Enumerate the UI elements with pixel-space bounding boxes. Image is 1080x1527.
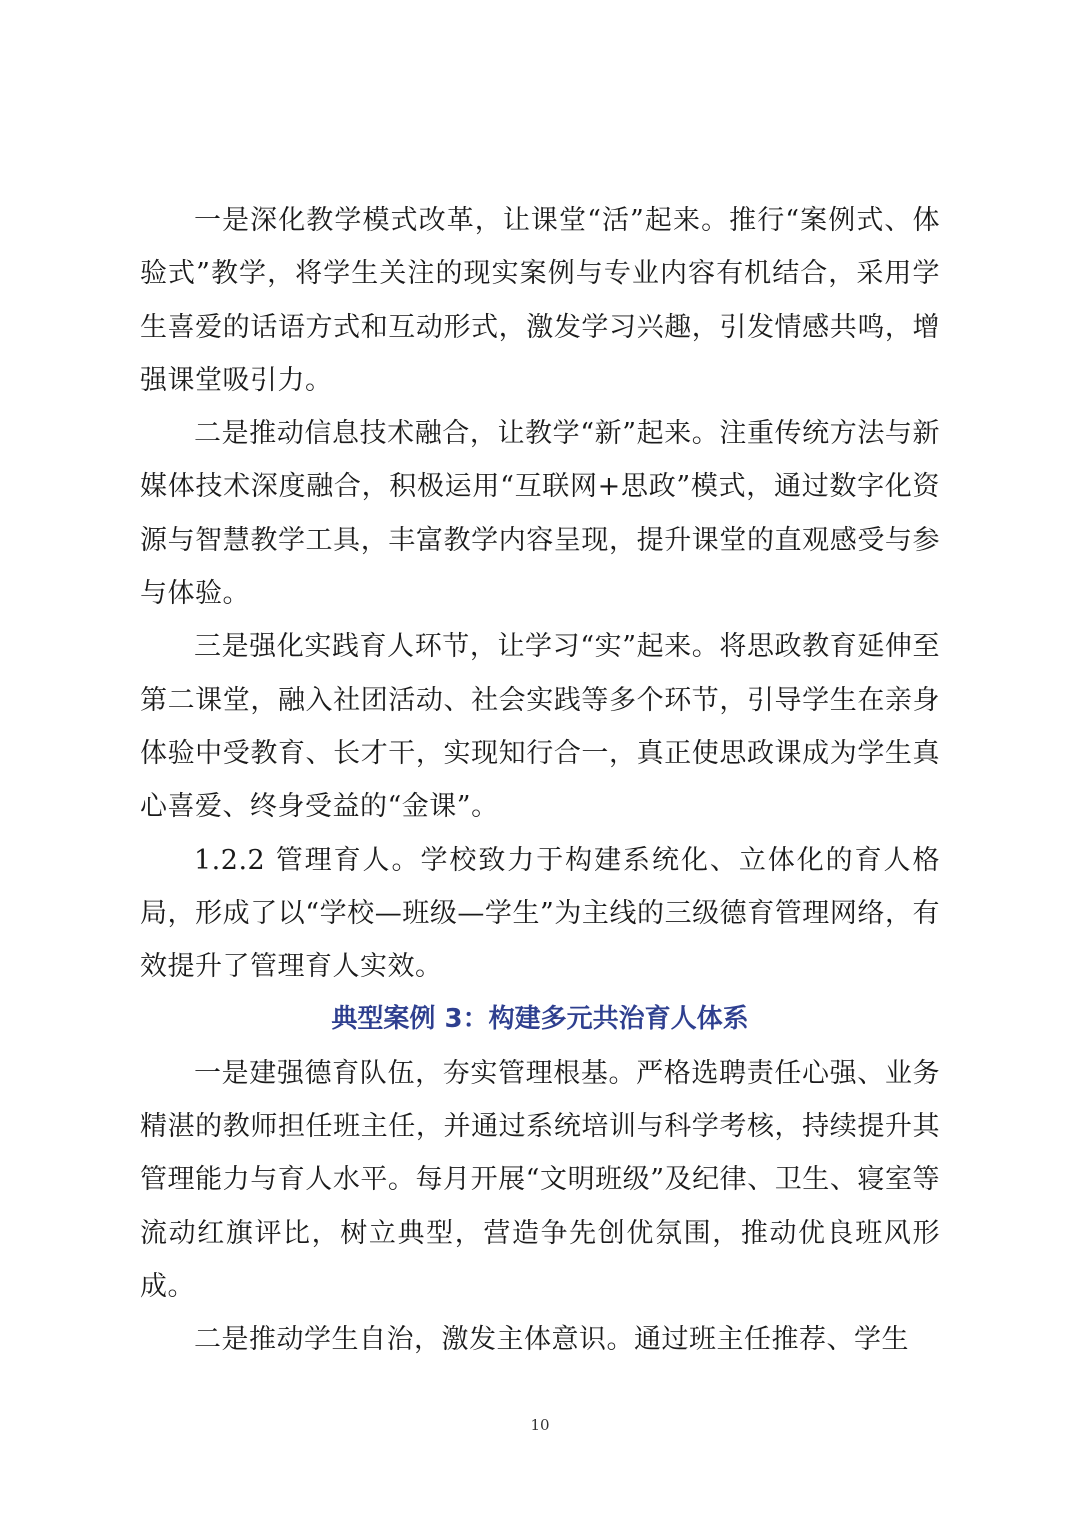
paragraph-student-self-governance: 二是推动学生自治，激发主体意识。通过班主任推荐、学生 [194, 1324, 909, 1356]
paragraph-management-education: 1.2.2 管理育人。学校致力于构建系统化、立体化的育人格局，形成了以“学校—班级—学生”为主线的三级德育管理网络，有效提升了管理育人实效。 [140, 844, 940, 983]
case-title: 典型案例 3：构建多元共治育人体系 [331, 1004, 749, 1035]
page-number: 10 [530, 1416, 550, 1434]
paragraph-teaching-mode: 一是深化教学模式改革，让课堂“活”起来。推行“案例式、体验式”教学，将学生关注的现实案例与专业内容有机结合，采用学生喜爱的话语方式和互动形式，激发学习兴趣，引发情感共鸣，增强课堂吸引力。 [140, 205, 940, 396]
paragraph-practice-education: 三是强化实践育人环节，让学习“实”起来。将思政教育延伸至第二课堂，融入社团活动、社会实践等多个环节，引导学生在亲身体验中受教育、长才干，实现知行合一，真正使思政课成为学生真心喜爱、终身受益的“金课”。 [140, 631, 940, 823]
paragraph-information-technology: 二是推动信息技术融合，让教学“新”起来。注重传统方法与新媒体技术深度融合，积极运用“互联网+思政”模式，通过数字化资源与智慧教学工具，丰富教学内容呈现，提升课堂的直观感受与参与体验。 [140, 418, 940, 610]
document-body [140, 194, 940, 1367]
paragraph-moral-education-team: 一是建强德育队伍，夯实管理根基。严格选聘责任心强、业务精湛的教师担任班主任，并通过系统培训与科学考核，持续提升其管理能力与育人水平。每月开展“文明班级”及纪律、卫生、寝室等流动红旗评比，树立典型，营造争先创优氛围，推动优良班风形成。 [140, 1057, 940, 1302]
